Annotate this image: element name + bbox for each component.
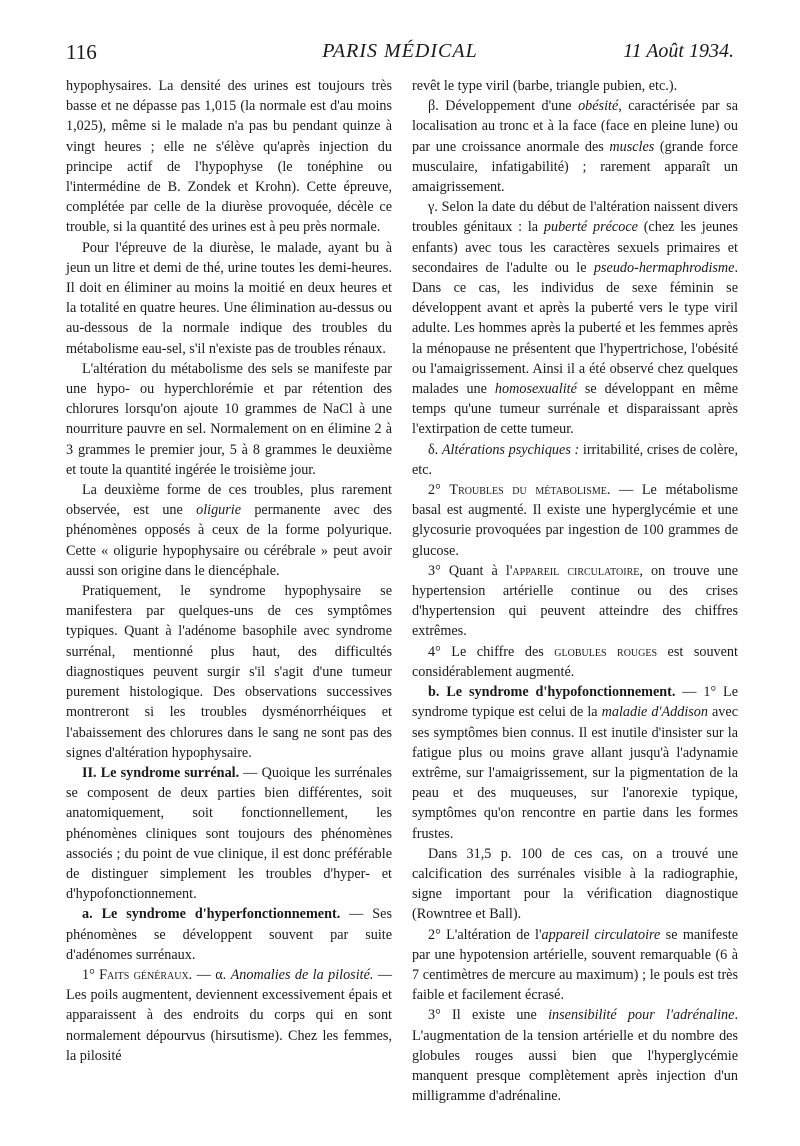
journal-title: PARIS MÉDICAL	[322, 40, 478, 62]
subsection-heading: a. Le syndrome d'hyperfonctionnement.	[82, 906, 341, 923]
paragraph: γ. Selon la date du début de l'altération naissent divers troubles génitaux : la puberté précoce (chez les jeunes enfants) avec tous les caractères sexuels primaires et secondaires de l'adulte ou le pseudo-hermaphrodisme. Dans ce cas, les individus de sexe féminin se développent avant et après la puberté vers le type viril adulte. Les hommes après la puberté et les femmes après la ménopause ne présentent que l'hypertrichose, l'obésité ou l'amaigrissement. Ainsi il a été observé chez quelques malades une homosexualité se développant en même temps qu'une tumeur surrénale et disparaissant après l'extirpation de cette tumeur.	[412, 199, 738, 438]
paragraph: Dans 31,5 p. 100 de ces cas, on a trouvé une calcification des surrénales visible à la radiographie, signe important pour la vérification diagnostique (Rowntree et Ball).	[412, 845, 738, 923]
section-heading-paragraph: II. Le syndrome surrénal. — Quoique les surrénales se composent de deux parties bien différentes, soit anatomiquement, soit fonctionnellement, les phénomènes cliniques sont toujours des phénomènes associés ; du point de vue clinique, il est donc préférable de distinguer simplement les troubles d'hyper- et d'hypofonctionnement.	[66, 764, 392, 903]
paragraph: 3° Quant à l'appareil circulatoire, on trouve une hypertension artérielle continue ou des crises d'hypertension qui peuvent atteindre des chiffres extrêmes.	[412, 562, 738, 640]
paragraph: L'altération du métabolisme des sels se manifeste par une hypo- ou hyperchlorémie et par rétention des chlorures lorsqu'on ajoute 10 grammes de NaCl à une nourriture pauvre en sel. Normalement on en élimine 2 à 3 grammes le premier jour, 5 à 8 grammes le deuxième et toute la quantité ingérée le troisième jour.	[66, 360, 392, 478]
paragraph: 1° Faits généraux. — α. Anomalies de la pilosité. — Les poils augmentent, deviennent excessivement épais et apparaissent à des endroits du corps qui en sont normalement dépourvus (hirsutisme). Chez les femmes, la pilosité	[66, 966, 393, 1064]
paragraph: 2° Troubles du métabolisme. — Le métabolisme basal est augmenté. Il existe une hyperglycémie et une glycosurie provoquées par ingestion de 100 grammes de glucose.	[412, 482, 738, 559]
section-heading: II. Le syndrome surrénal.	[82, 764, 240, 781]
paragraph: β. Développement d'une obésité, caractérisée par sa localisation au tronc et à la face (face en pleine lune) ou par une croissance anormale des muscles (grande force musculaire, infatigabilité) ; rarement apparaît un amaigrissement.	[412, 98, 738, 196]
subsection-heading: b. Le syndrome d'hypofonctionnement.	[428, 684, 676, 701]
paragraph: 3° Il existe une insensibilité pour l'adrénaline. L'augmentation de la tension artérielle et du nombre des globules rouges aussi bien que l'hyperglycémie manquent presque complètement après injection d'un milligramme d'adrénaline.	[412, 1007, 738, 1105]
paragraph: Pour l'épreuve de la diurèse, le malade, ayant bu à jeun un litre et demi de thé, urine toutes les demi-heures. Il doit en éliminer au moins la moitié en deux heures et la totalité en quatre heures. Une élimination au-dessus ou au-dessous de la normale indique des troubles du métabolisme eau-sel, s'il n'existe pas de troubles rénaux.	[66, 239, 392, 357]
issue-date: 11 Août 1934.	[623, 40, 734, 62]
paragraph: δ. Altérations psychiques : irritabilité, crises de colère, etc.	[412, 441, 739, 478]
paragraph: revêt le type viril (barbe, triangle pubien, etc.).	[412, 78, 678, 94]
left-column	[66, 76, 392, 1066]
paragraph: La deuxième forme de ces troubles, plus rarement observée, est une oligurie permanente avec des phénomènes opposés à ceux de la forme polyurique. Cette « oligurie hypophysaire ou cérébrale » peut avoir aussi son origine dans le diencéphale.	[66, 482, 392, 579]
page-number: 116	[66, 40, 97, 64]
right-column	[412, 76, 738, 1106]
paragraph: 2° L'altération de l'appareil circulatoire se manifeste par une hypotension artérielle, souvent remarquable (6 à 7 centimètres de mercure au maximum) ; le pouls est très faible et facilement écrasé.	[412, 926, 738, 1004]
subsection-heading-paragraph: b. Le syndrome d'hypofonctionnement. — 1° Le syndrome typique est celui de la maladie d'Addison avec ses symptômes bien connus. Il est inutile d'insister sur la fatigue plus ou moins grave allant jusqu'à l'adynamie extrême, sur l'amaigrissement, sur la pigmentation de la peau et des muqueuses, sur l'anorexie typique, symptômes qu'on rencontre en partie dans les formes frustes.	[412, 684, 738, 842]
paragraph: Pratiquement, le syndrome hypophysaire se manifestera par quelques-uns de ces symptômes typiques. Quant à l'adénome basophile avec syndrome surrénal, mentionné plus haut, des difficultés diagnostiques peuvent surgir s'il s'agit d'une tumeur purement histologique. Des observations successives montreront si les troubles dysménorrhéiques et l'abaissement des chlorures dans le sang ne sont pas des signes d'altération hypophysaire.	[66, 583, 392, 761]
paragraph: 4° Le chiffre des globules rouges est souvent considérablement augmenté.	[412, 643, 738, 680]
page-header	[66, 40, 734, 74]
paragraph: hypophysaires. La densité des urines est toujours très basse et ne dépasse pas 1,015 (la normale est d'au moins 1,025), même si le malade n'a pas bu pendant quinze à vingt heures ; elle ne s'élève qu'après injection du principe actif de l'hypophyse (le tonéphine ou l'intermédine de B. Zondek et Krohn). Cette épreuve, complétée par celle de la diurèse provoquée, décèle ce trouble, si la quantité des urines est à peu près normale.	[66, 78, 392, 236]
subsection-heading-paragraph: a. Le syndrome d'hyperfonctionnement. — Ses phénomènes se développent souvent par suite d'adénomes surrénaux.	[66, 906, 392, 963]
